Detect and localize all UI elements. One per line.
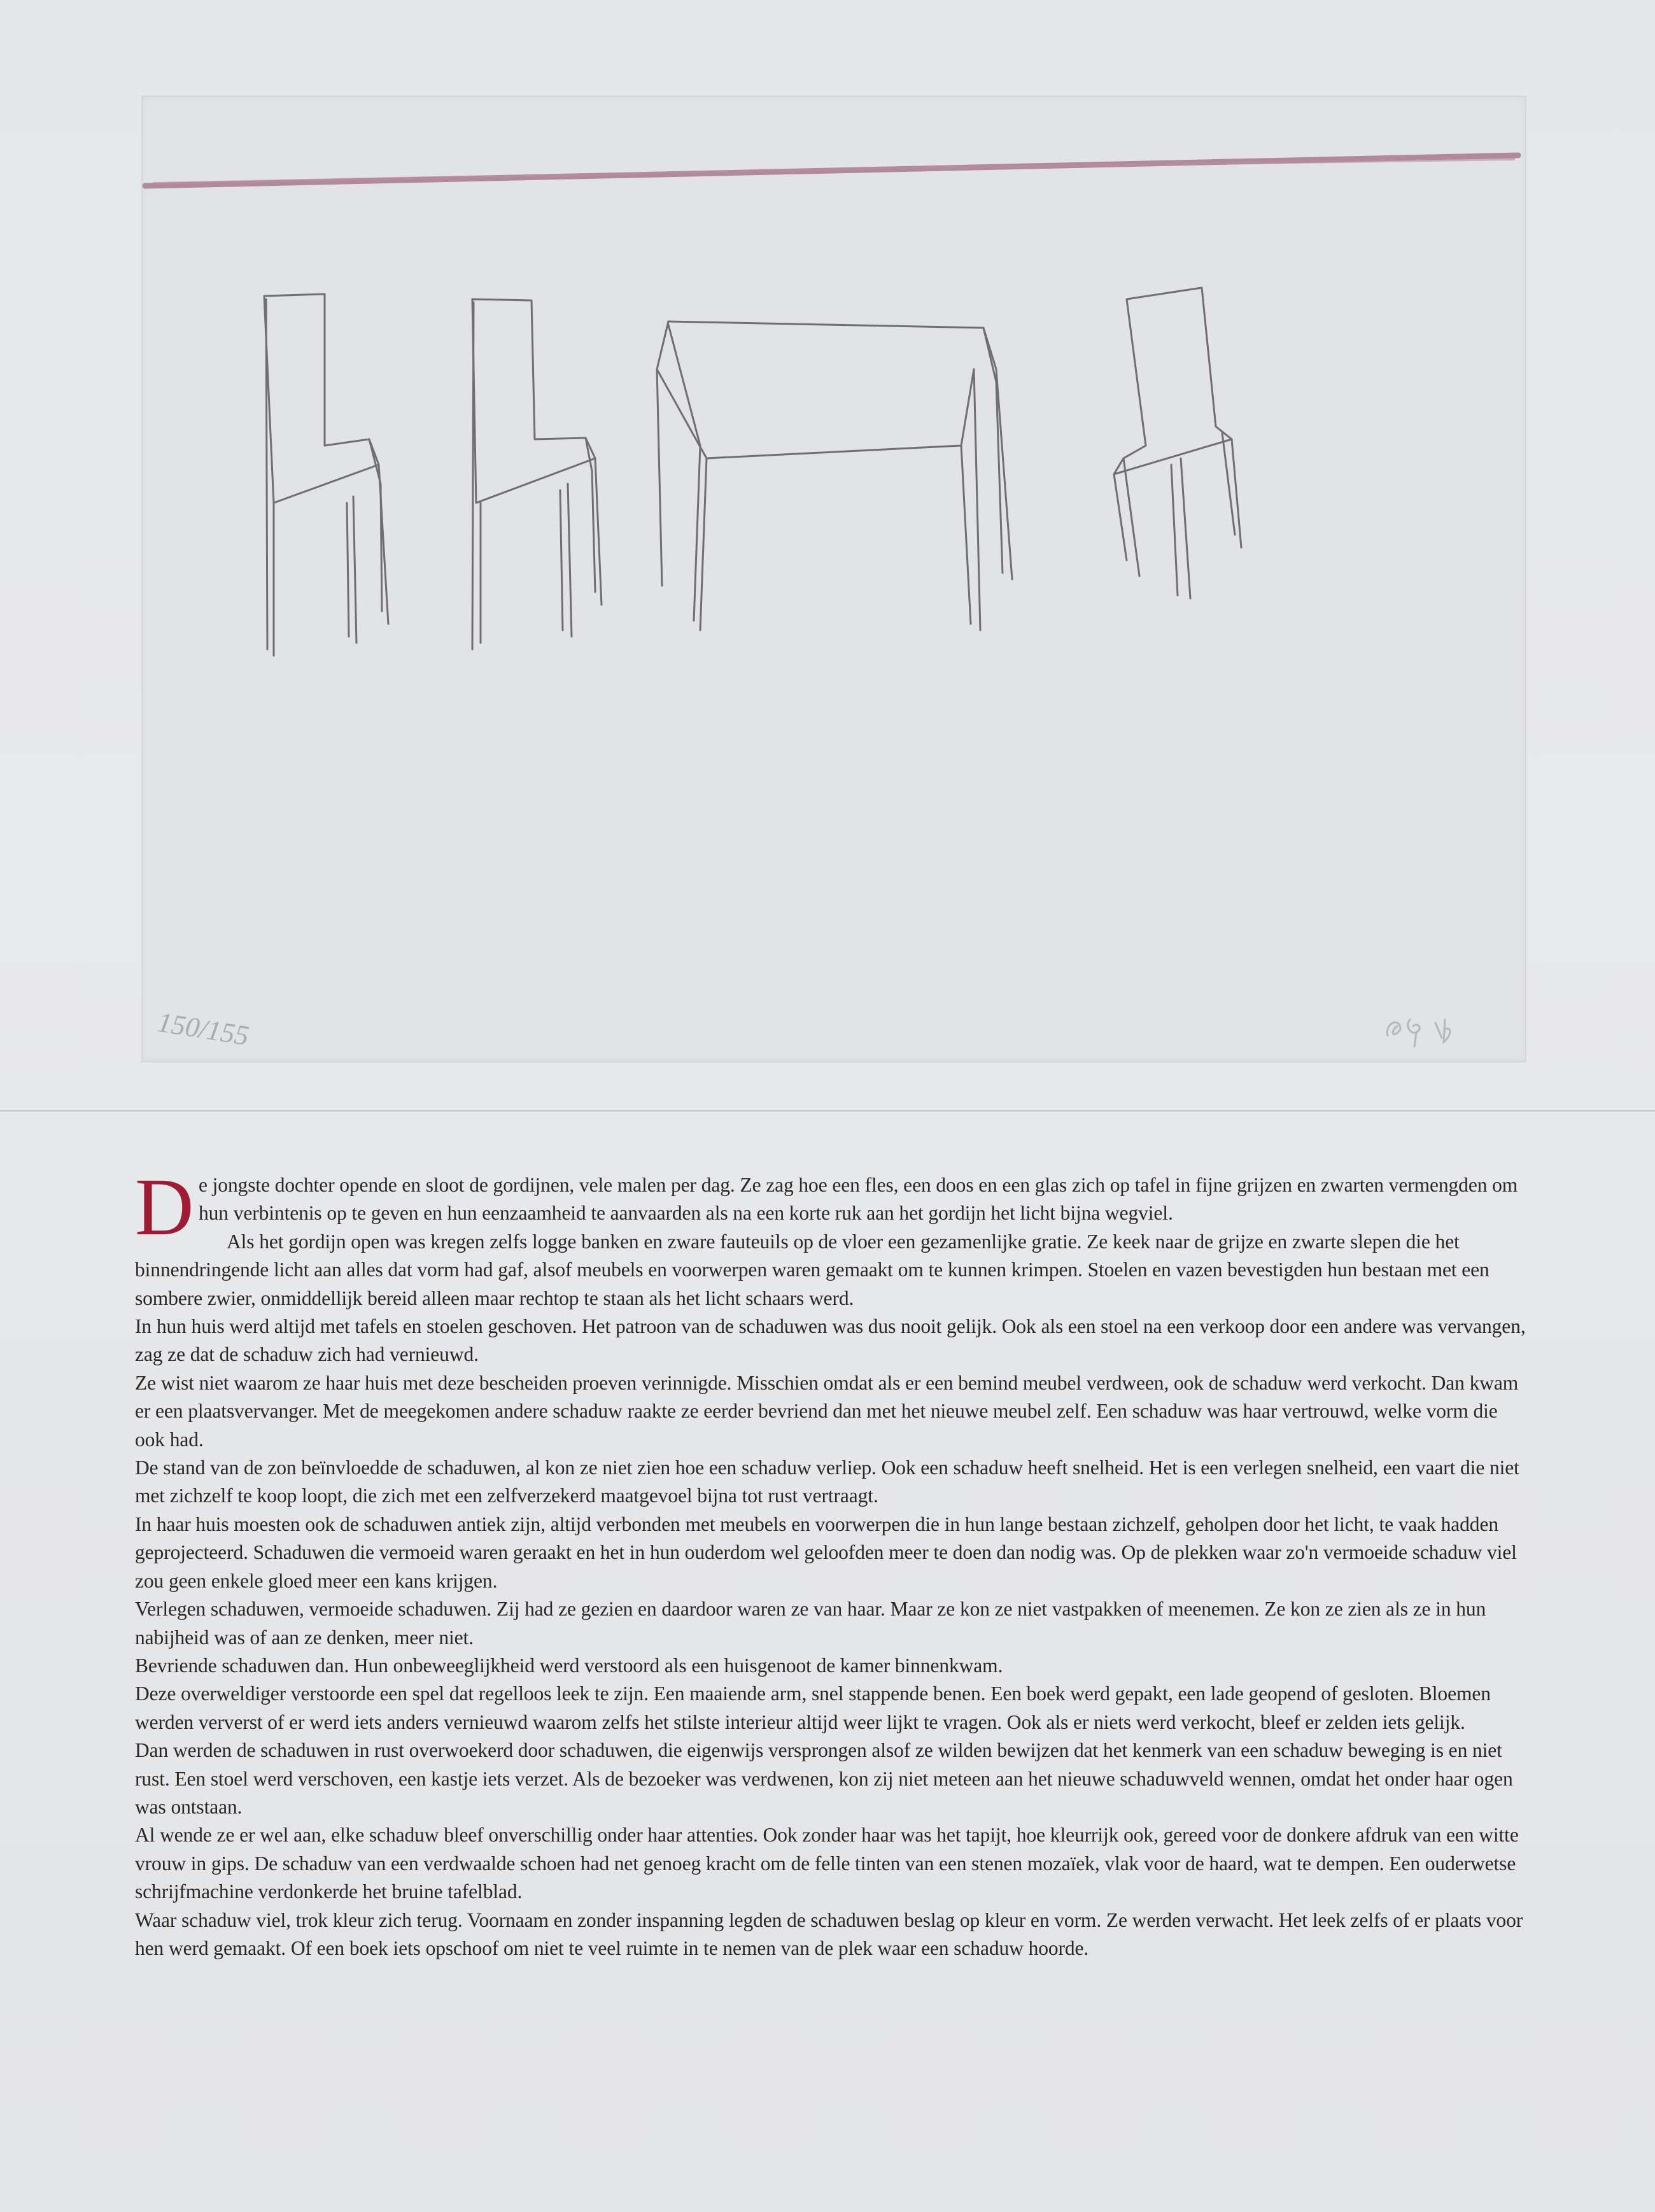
paragraph-10: Dan werden de schaduwen in rust overwoekerd door schaduwen, die eigenwijs versprongen alsof ze wilden bewijzen dat het kenmerk van een schaduw beweging is en niet rust. Een stoel werd verschoven, een kastje iets verzet. Als de bezoeker was verdwenen, kon zij niet meteen aan het nieuwe schaduwveld wennen, omdat het onder haar ogen was ontstaan.	[135, 1739, 1513, 1818]
paragraph-3: In hun huis werd altijd met tafels en stoelen geschoven. Het patroon van de schaduwen was dus nooit gelijk. Ook als een stoel na een verkoop door een andere was vervangen, zag ze dat de schaduw zich had vernieuwd.	[135, 1315, 1526, 1366]
artist-signature	[1381, 1007, 1477, 1052]
paragraph-8: Bevriende schaduwen dan. Hun onbeweeglijkheid werd verstoord als een huisgenoot de kamer binnenkwam.	[135, 1654, 1003, 1677]
edition-number: 150/155	[155, 1006, 251, 1052]
story-text	[135, 1162, 1529, 1962]
dropcap: D	[135, 1162, 194, 1252]
chair-1-icon	[264, 294, 388, 656]
paragraph-11: Al wende ze er wel aan, elke schaduw bleef onverschillig onder haar attenties. Ook zonder haar was het tapijt, hoe kleurrijk ook, gereed voor de donkere afdruk van een witte vrouw in gips. De schaduw van een verdwaalde schoen had net genoeg kracht om de felle tinten van een stenen mozaïek, vlak voor de haard, wat te dempen. Een ouderwetse schrijfmachine verdonkerde het bruine tafelblad.	[135, 1824, 1519, 1903]
paragraph-9: Deze overweldiger verstoorde een spel dat regelloos leek te zijn. Een maaiende arm, snel stappende benen. Een boek werd gepakt, een lade geopend of gesloten. Bloemen werden ververst of er werd iets anders vernieuwd waarom zelfs het stilste interieur altijd weer lijkt te vragen. Ook als er niets werd verkocht, bleef er zelden iets gelijk.	[135, 1682, 1491, 1733]
chair-2-icon	[472, 299, 602, 649]
paragraph-5: De stand van de zon beïnvloedde de schaduwen, al kon ze niet zien hoe een schaduw verliep. Ook een schaduw heeft snelheid. Het is een verlegen snelheid, een vaart die niet met zichzelf te koop loopt, die zich met een zelfverzekerd maatgevoel bijna tot rust vertraagt.	[135, 1456, 1519, 1507]
paragraph-7: Verlegen schaduwen, vermoeide schaduwen. Zij had ze gezien en daardoor waren ze van haar. Maar ze kon ze niet vastpakken of meenemen. Ze kon ze zien als ze in hun nabijheid was of aan ze denken, meer niet.	[135, 1598, 1486, 1649]
table-icon	[657, 321, 1012, 630]
paragraph-1: e jongste dochter opende en sloot de gordijnen, vele malen per dag. Ze zag hoe een fles, een doos en een glas zich op tafel in fijne grijzen en zwarten vermengden om hun verbintenis op te geven en hun eenzaamheid te aanvaarden als na een korte ruk aan het gordijn het licht bijna wegviel.	[199, 1174, 1518, 1225]
chair-3-icon	[1114, 288, 1241, 598]
paragraph-2: Als het gordijn open was kregen zelfs logge banken en zware fauteuils op de vloer een gezamenlijke gratie. Ze keek naar de grijze en zwarte slepen die het binnendringende licht aan alles dat vorm had gaf, alsof meubels en voorwerpen waren gemaakt om te kunnen krimpen. Stoelen en vazen bevestigden hun bestaan met een sombere zwier, onmiddellijk bereid alleen maar rechtop te staan als het licht schaars werd.	[135, 1230, 1490, 1309]
paragraph-4: Ze wist niet waarom ze haar huis met deze bescheiden proeven verinnigde. Misschien omdat als er een bemind meubel verdween, ook de schaduw werd verkocht. Dan kwam er een plaatsvervanger. Met de meegekomen andere schaduw raakte ze eerder bevriend dan met het nieuwe meubel zelf. Een schaduw was haar vertrouwd, welke vorm die ook had.	[135, 1371, 1519, 1451]
page-fold	[0, 1109, 1655, 1113]
paragraph-12: Waar schaduw viel, trok kleur zich terug. Voornaam en zonder inspanning legden de schaduwen beslag op kleur en vorm. Ze werden verwacht. Het leek zelfs of er plaats voor hen werd gemaakt. Of een boek iets opschoof om niet te veel ruimte in te nemen van de plek waar een schaduw hoorde.	[135, 1908, 1523, 1959]
paragraph-6: In haar huis moesten ook de schaduwen antiek zijn, altijd verbonden met meubels en voorwerpen die in hun lange bestaan zichzelf, geholpen door het licht, te vaak hadden geprojecteerd. Schaduwen die vermoeid waren geraakt en het in hun ouderdom wel geloofden meer te doen dan nodig was. Op de plekken waar zo'n vermoeide schaduw viel zou geen enkele gloed meer een kans krijgen.	[135, 1512, 1517, 1592]
